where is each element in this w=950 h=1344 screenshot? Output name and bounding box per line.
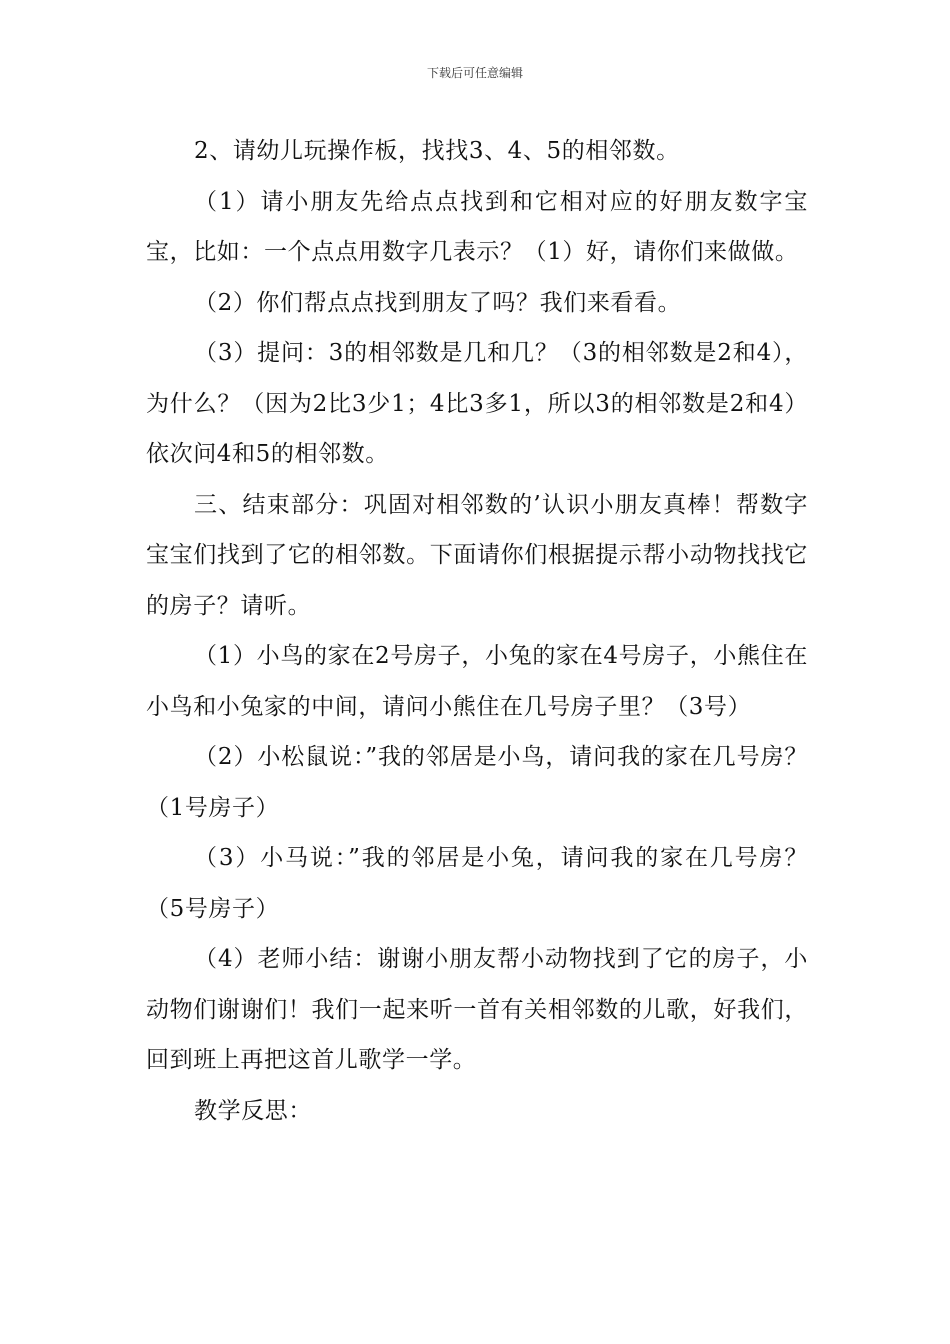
paragraph-question-3: （3）小马说：”我的邻居是小兔，请问我的家在几号房？（5号房子） <box>146 845 808 922</box>
page-header: 下载后可任意编辑 <box>426 66 523 80</box>
paragraph-step-1: （1）请小朋友先给点点找到和它相对应的好朋友数字宝宝，比如：一个点点用数字几表示？（1）好，请你们来做做。 <box>146 188 808 265</box>
paragraph-activity-2: 2、请幼儿玩操作板，找找3、4、5的相邻数。 <box>194 138 680 164</box>
paragraph-step-3: （3）提问：3的相邻数是几和几？（3的相邻数是2和4），为什么？（因为2比3少1；4比3多1，所以3的相邻数是2和4）依次问4和5的相邻数。 <box>146 340 808 467</box>
paragraph-step-2: （2）你们帮点点找到朋友了吗？我们来看看。 <box>194 289 682 316</box>
document-body <box>146 126 808 1136</box>
paragraph-reflection-heading: 教学反思： <box>194 1097 312 1124</box>
paragraph-summary: （4）老师小结：谢谢小朋友帮小动物找到了它的房子，小动物们谢谢们！我们一起来听一首有关相邻数的儿歌，好我们，回到班上再把这首儿歌学一学。 <box>146 946 808 1073</box>
paragraph-ending-section: 三、结束部分：巩固对相邻数的’认识小朋友真棒！帮数字宝宝们找到了它的相邻数。下面请你们根据提示帮小动物找找它的房子？请听。 <box>146 491 808 619</box>
paragraph-question-1: （1）小鸟的家在2号房子，小兔的家在4号房子，小熊住在小鸟和小兔家的中间，请问小熊住在几号房子里？（3号） <box>146 643 808 720</box>
paragraph-question-2: （2）小松鼠说：”我的邻居是小鸟，请问我的家在几号房？（1号房子） <box>146 744 808 821</box>
